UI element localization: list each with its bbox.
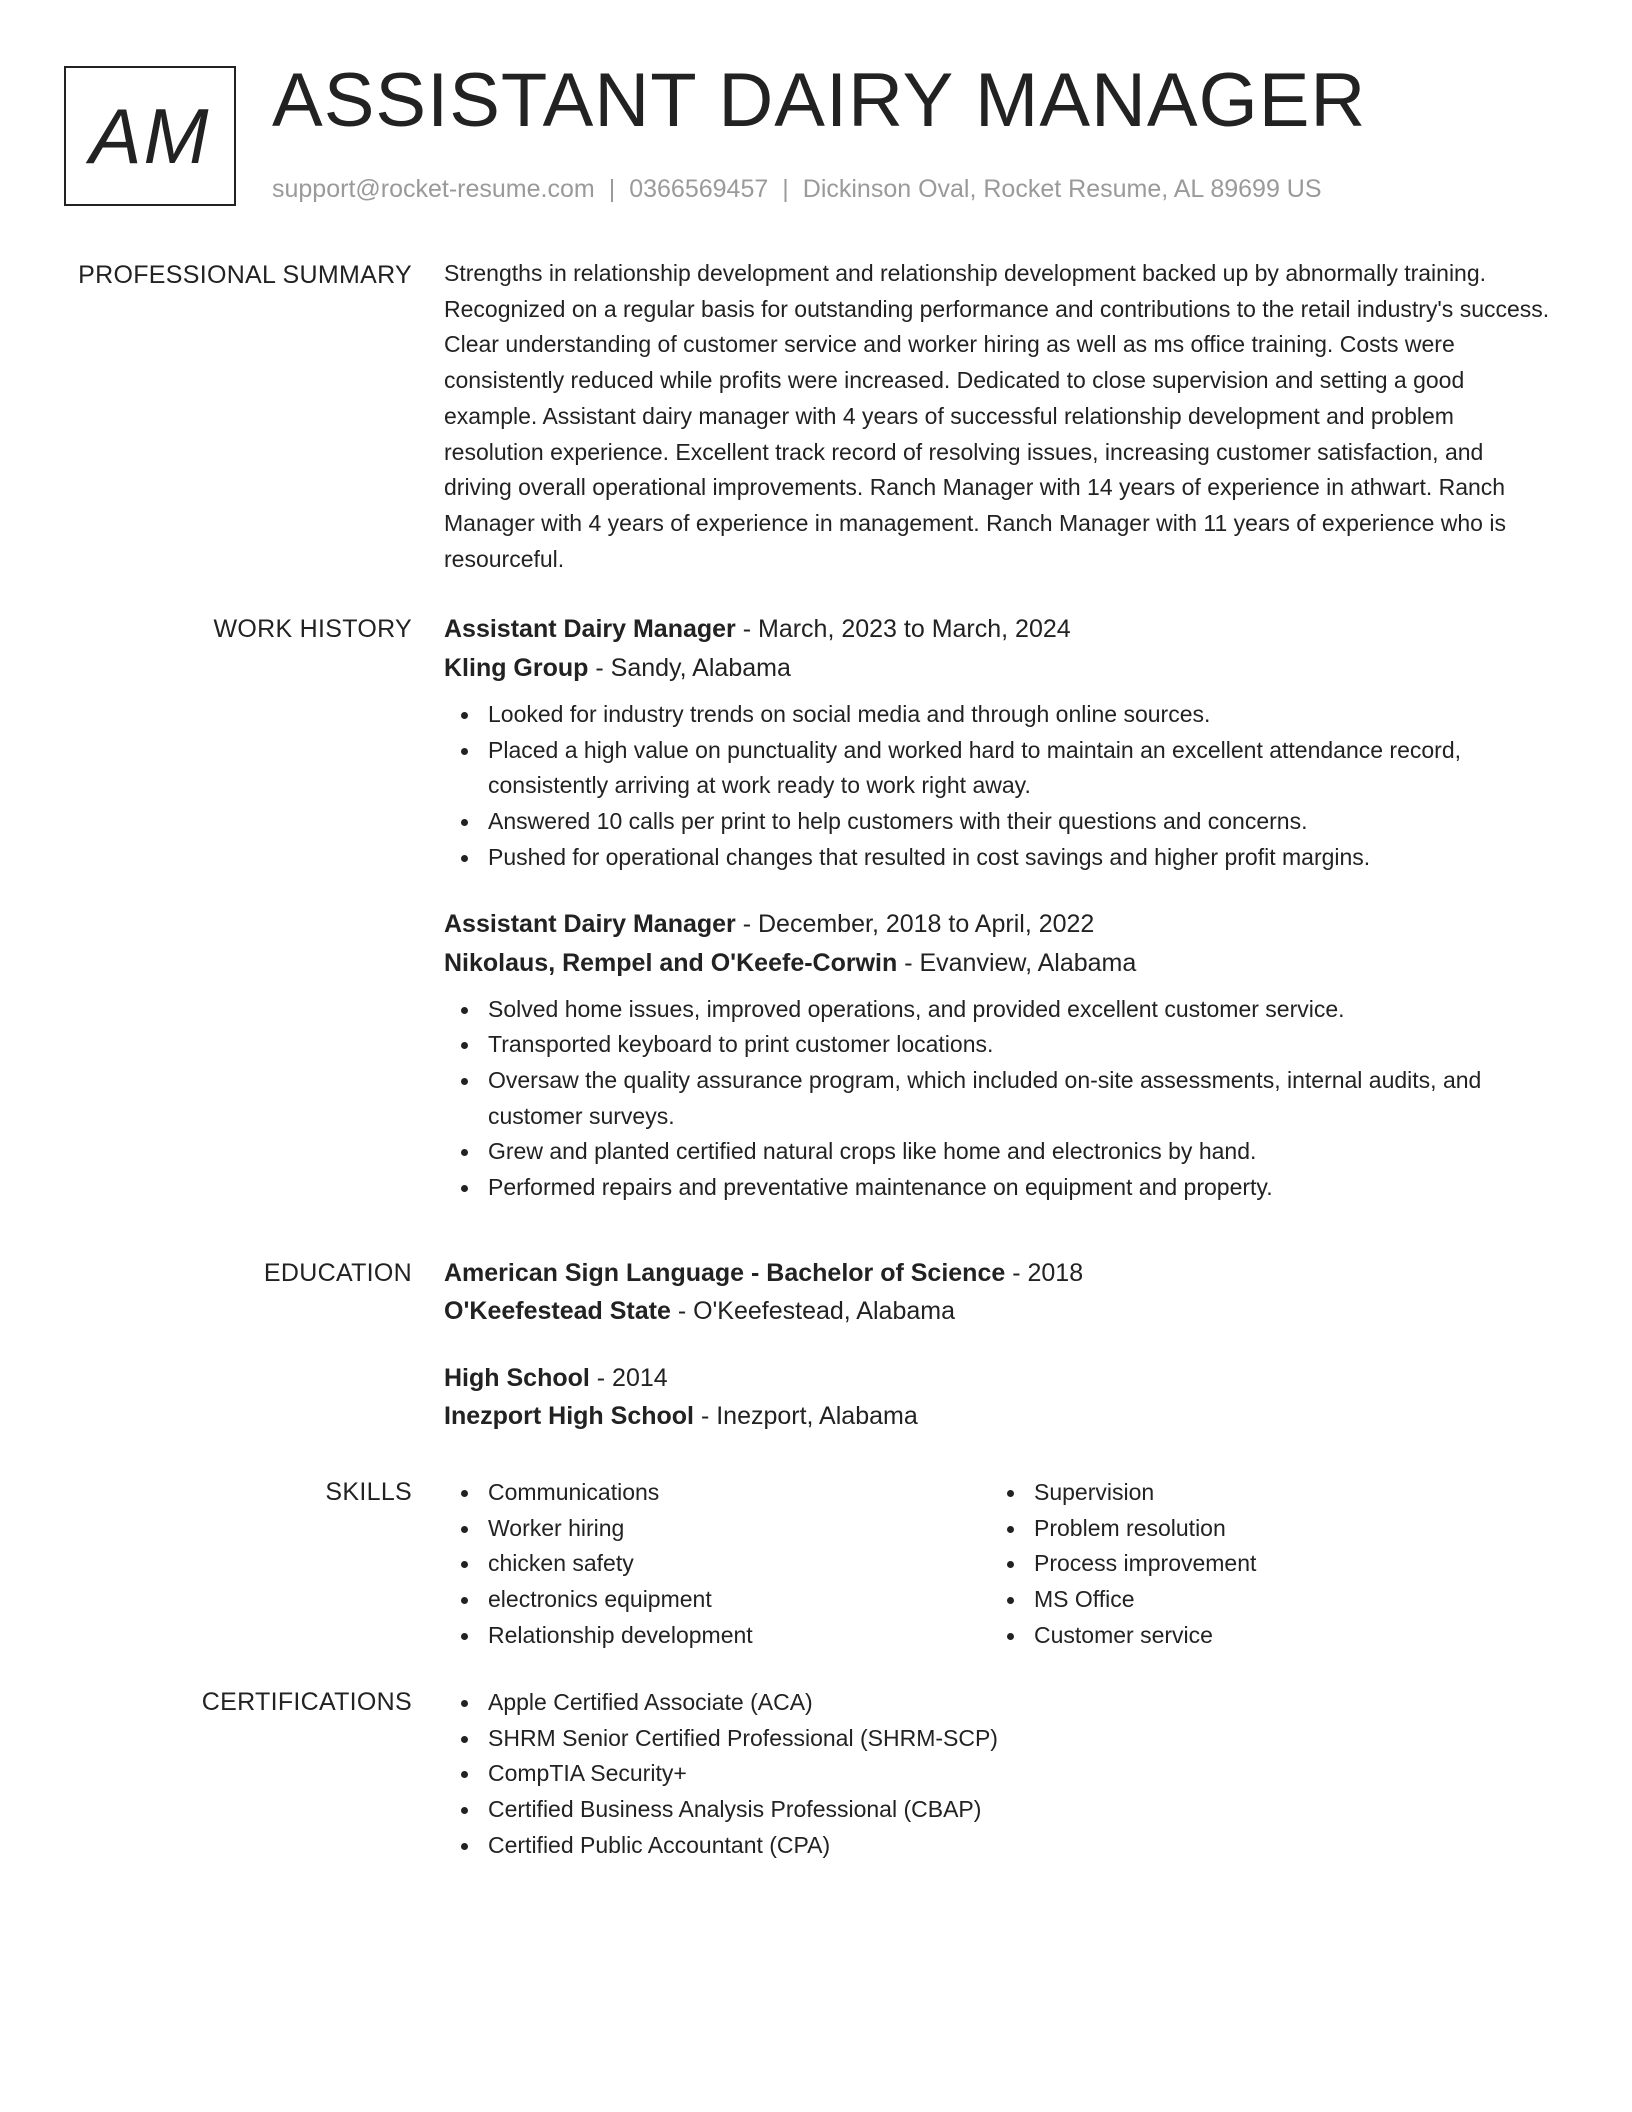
section-label-certifications: CERTIFICATIONS: [201, 1688, 412, 1716]
certifications-body: [444, 1685, 1554, 1864]
education-school: Inezport High School: [444, 1402, 694, 1430]
job-company: Kling Group: [444, 654, 589, 682]
list-item: MS Office: [990, 1582, 1536, 1618]
skills-list: [444, 1475, 990, 1654]
section-label-skills: SKILLS: [325, 1478, 412, 1506]
contact-separator: |: [608, 175, 616, 203]
certifications-list: [444, 1685, 1554, 1864]
contact-separator: |: [782, 175, 789, 203]
contact-phone: 0366569457: [629, 175, 769, 203]
job-company-line: [444, 651, 1554, 685]
contact-address: Dickinson Oval, Rocket Resume, AL 89699 US: [802, 175, 1322, 203]
education-entry: [444, 1361, 1554, 1433]
list-item: chicken safety: [444, 1546, 990, 1582]
section-label-work: WORK HISTORY: [213, 615, 412, 643]
job-title-line: [444, 907, 1554, 941]
list-item: Solved home issues, improved operations, and provided excellent customer service.: [444, 992, 1554, 1028]
summary-body: [444, 258, 1554, 577]
skills-column-left: [444, 1475, 990, 1654]
job-entry: [444, 907, 1554, 1206]
list-item: Transported keyboard to print customer locations.: [444, 1027, 1554, 1063]
list-item: Pushed for operational changes that resulted in cost savings and higher profit margins.: [444, 840, 1554, 876]
list-item: CompTIA Security+: [444, 1756, 1554, 1792]
list-item: SHRM Senior Certified Professional (SHRM-SCP): [444, 1721, 1554, 1757]
skills-grid: [444, 1475, 1554, 1654]
list-item: electronics equipment: [444, 1582, 990, 1618]
education-entry: [444, 1256, 1554, 1328]
contact-line: [272, 172, 1322, 206]
job-bullets: [444, 992, 1554, 1206]
list-item: Looked for industry trends on social media and through online sources.: [444, 697, 1554, 733]
job-company: Nikolaus, Rempel and O'Keefe-Corwin: [444, 948, 898, 977]
education-school-line: [444, 1399, 1554, 1433]
list-item: Process improvement: [990, 1546, 1536, 1582]
job-title-line: [444, 612, 1554, 646]
skills-list: [990, 1475, 1536, 1654]
job-location: - Evanview, Alabama: [897, 948, 1137, 977]
job-entry: [444, 612, 1554, 876]
list-item: Answered 10 calls per print to help customers with their questions and concerns.: [444, 804, 1554, 840]
education-degree-line: [444, 1361, 1554, 1395]
education-degree-line: [444, 1256, 1554, 1290]
list-item: Apple Certified Associate (ACA): [444, 1685, 1554, 1721]
education-school-line: [444, 1294, 1554, 1328]
skills-column-right: [990, 1475, 1536, 1654]
education-location: - O'Keefestead, Alabama: [670, 1297, 955, 1325]
education-year: - 2014: [589, 1364, 668, 1392]
list-item: Placed a high value on punctuality and worked hard to maintain an excellent attendance record, consistently arriving at work ready to work right away.: [444, 733, 1554, 804]
contact-email: support@rocket-resume.com: [272, 175, 595, 203]
education-degree: High School: [444, 1364, 590, 1392]
list-item: Worker hiring: [444, 1511, 990, 1547]
education-degree: American Sign Language - Bachelor of Science: [444, 1259, 1006, 1287]
summary-text: Strengths in relationship development and relationship development backed up by abnormally training. Recognized on a regular basis for outstanding performance and contributions to the retail industry's success. Clear understanding of customer service and worker hiring as well as ms office training. Costs were consistently reduced while profits were increased. Dedicated to close supervision and setting a good example. Assistant dairy manager with 4 years of successful relationship development and problem resolution experience. Excellent track record of resolving issues, increasing customer satisfaction, and driving overall operational improvements. Ranch Manager with 14 years of experience in athwart. Ranch Manager with 4 years of experience in management. Ranch Manager with 11 years of experience who is resourceful.: [444, 260, 1550, 572]
job-company-line: [444, 946, 1554, 980]
list-item: Communications: [444, 1475, 990, 1511]
list-item: Oversaw the quality assurance program, which included on-site assessments, internal audits, and customer surveys.: [444, 1063, 1554, 1134]
skills-body: [444, 1475, 1554, 1654]
list-item: Supervision: [990, 1475, 1536, 1511]
job-title: Assistant Dairy Manager: [444, 615, 736, 643]
list-item: Relationship development: [444, 1618, 990, 1654]
list-item: Grew and planted certified natural crops like home and electronics by hand.: [444, 1134, 1554, 1170]
monogram-box: AM: [64, 66, 236, 206]
work-body: [444, 612, 1554, 1206]
list-item: Performed repairs and preventative maintenance on equipment and property.: [444, 1170, 1554, 1206]
job-dates: - December, 2018 to April, 2022: [735, 909, 1095, 938]
list-item: Customer service: [990, 1618, 1536, 1654]
education-school: O'Keefestead State: [444, 1297, 671, 1325]
education-body: [444, 1256, 1554, 1433]
job-title: Assistant Dairy Manager: [444, 909, 736, 938]
list-item: Problem resolution: [990, 1511, 1536, 1547]
education-location: - Inezport, Alabama: [694, 1402, 918, 1430]
job-bullets: [444, 697, 1554, 876]
list-item: Certified Public Accountant (CPA): [444, 1828, 1554, 1864]
section-label-summary: PROFESSIONAL SUMMARY: [78, 261, 412, 289]
section-label-education: EDUCATION: [263, 1259, 412, 1287]
resume-title: ASSISTANT DAIRY MANAGER: [272, 58, 1367, 143]
job-dates: - March, 2023 to March, 2024: [735, 615, 1071, 643]
job-location: - Sandy, Alabama: [588, 654, 791, 682]
list-item: Certified Business Analysis Professional (CBAP): [444, 1792, 1554, 1828]
education-year: - 2018: [1005, 1259, 1084, 1287]
